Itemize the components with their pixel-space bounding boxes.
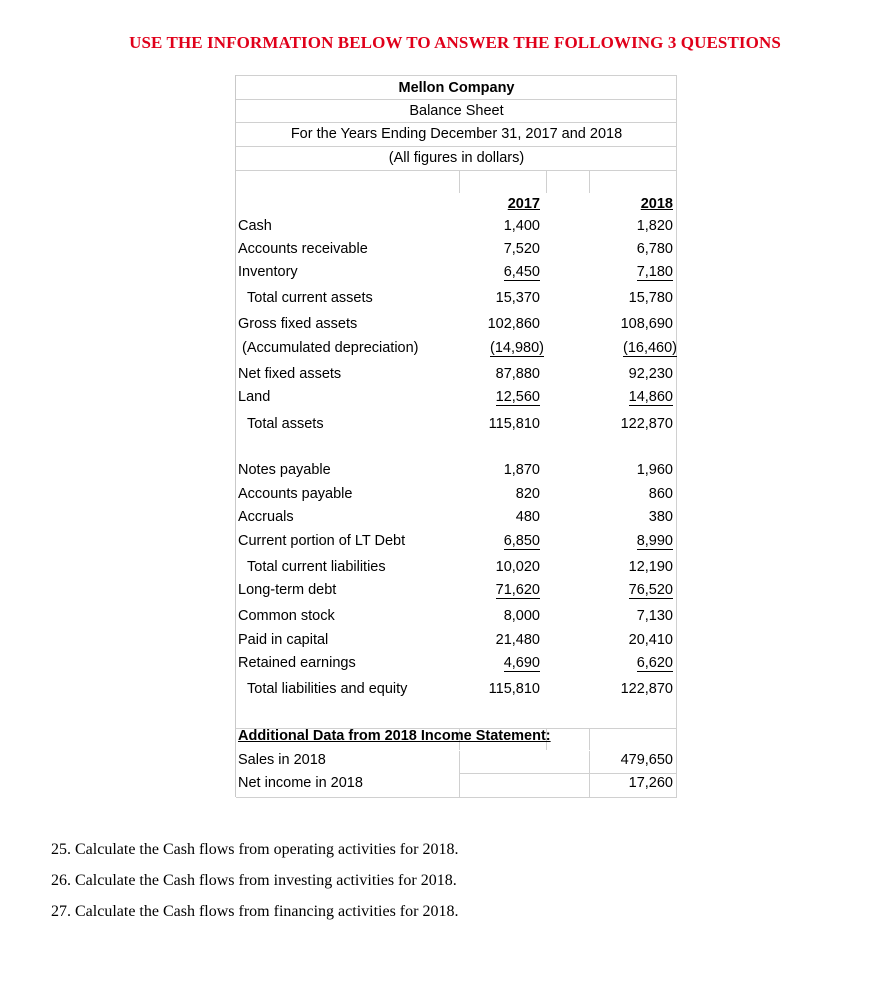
asset-row-total-current-assets (236, 290, 677, 312)
asset-row-cash (236, 218, 677, 240)
grid-line (236, 146, 677, 147)
asset-row-accumulated-depreciation (236, 340, 677, 362)
row-label: Retained earnings (238, 655, 356, 671)
row-label: Paid in capital (238, 632, 329, 648)
row-label: Total current assets (247, 290, 373, 306)
value-2017: 6,850 (503, 533, 540, 549)
row-label: Gross fixed assets (238, 316, 358, 332)
value-2018: 6,620 (636, 655, 673, 671)
value-2017: 8,000 (503, 608, 540, 624)
value-2018: 15,780 (628, 290, 673, 306)
equity-row-retained-earnings (236, 655, 677, 677)
row-label: Long-term debt (238, 582, 337, 598)
instructions-heading: USE THE INFORMATION BELOW TO ANSWER THE FOLLOWING 3 QUESTIONS (129, 33, 781, 52)
value-2018: 8,990 (636, 533, 673, 549)
grid-line (236, 99, 677, 100)
liability-row-long-term-debt (236, 582, 677, 604)
asset-row-inventory (236, 264, 677, 286)
liability-row-current-portion-lt-debt (236, 533, 677, 555)
value-2018: 122,870 (620, 416, 673, 432)
value-2017: 71,620 (495, 582, 540, 598)
liability-row-total-current-liabilities (236, 559, 677, 581)
units-line: (All figures in dollars) (388, 150, 525, 166)
value-2017: 1,400 (503, 218, 540, 234)
additional-row-sales (236, 752, 677, 774)
grid-line (236, 122, 677, 123)
value-2017: 4,690 (503, 655, 540, 671)
grid-line (236, 75, 677, 76)
row-label: Sales in 2018 (238, 752, 326, 768)
question-list (51, 838, 458, 931)
value-2017: (14,980) (489, 340, 544, 356)
additional-data-header: Additional Data from 2018 Income Statement: (238, 728, 551, 744)
grid-line (459, 170, 460, 193)
row-label: Total assets (247, 416, 324, 432)
value-2017: 102,860 (487, 316, 540, 332)
row-label: Accounts receivable (238, 241, 368, 257)
row-label: Net fixed assets (238, 366, 342, 382)
value-2018: 7,180 (636, 264, 673, 280)
value-2018: 1,820 (636, 218, 673, 234)
row-total-liabilities-and-equity (236, 681, 677, 703)
value-2017: 480 (515, 509, 540, 525)
value-2017: 7,520 (503, 241, 540, 257)
question-27: 27. Calculate the Cash flows from financing activities for 2018. (51, 903, 459, 920)
equity-row-paid-in-capital (236, 632, 677, 654)
value-2018: 20,410 (628, 632, 673, 648)
value-2017: 6,450 (503, 264, 540, 280)
grid-line (546, 170, 547, 193)
row-label: Accruals (238, 509, 294, 525)
company-name: Mellon Company (398, 80, 515, 96)
statement-title: Balance Sheet (409, 103, 504, 119)
value-2017: 87,880 (495, 366, 540, 382)
value-2018: 1,960 (636, 462, 673, 478)
row-label: Inventory (238, 264, 298, 280)
row-label: Total liabilities and equity (247, 681, 408, 697)
asset-row-land (236, 389, 677, 411)
value-2018: 12,190 (628, 559, 673, 575)
row-label: Land (238, 389, 271, 405)
question-25: 25. Calculate the Cash flows from operating activities for 2018. (51, 841, 459, 858)
additional-data-header-row (236, 728, 677, 750)
value-2018: (16,460) (622, 340, 677, 356)
row-label: Notes payable (238, 462, 331, 478)
row-label: Current portion of LT Debt (238, 533, 406, 549)
liability-row-notes-payable (236, 462, 677, 484)
value-2018: 17,260 (628, 775, 673, 791)
value-2017: 1,870 (503, 462, 540, 478)
additional-row-net-income (236, 775, 677, 797)
balance-sheet (235, 75, 677, 797)
value-2018: 76,520 (628, 582, 673, 598)
row-label: Total current liabilities (247, 559, 386, 575)
value-2018: 108,690 (620, 316, 673, 332)
row-label: (Accumulated depreciation) (242, 340, 419, 356)
question-26: 26. Calculate the Cash flows from investing activities for 2018. (51, 872, 457, 889)
value-2017: 15,370 (495, 290, 540, 306)
equity-row-common-stock (236, 608, 677, 630)
value-2017: 21,480 (495, 632, 540, 648)
value-2017: 115,810 (488, 416, 540, 432)
asset-row-gross-fixed-assets (236, 316, 677, 338)
value-2018: 479,650 (620, 752, 673, 768)
value-2017: 10,020 (495, 559, 540, 575)
value-2018: 860 (648, 486, 673, 502)
year-2018-header: 2018 (640, 196, 673, 212)
row-label: Common stock (238, 608, 335, 624)
row-label: Net income in 2018 (238, 775, 363, 791)
value-2017: 115,810 (488, 681, 540, 697)
asset-row-net-fixed-assets (236, 366, 677, 388)
row-label: Accounts payable (238, 486, 353, 502)
liability-row-accounts-payable (236, 486, 677, 508)
value-2018: 14,860 (628, 389, 673, 405)
grid-line (236, 170, 677, 171)
row-label: Cash (238, 218, 272, 234)
value-2017: 12,560 (495, 389, 540, 405)
value-2017: 820 (515, 486, 540, 502)
asset-row-total-assets (236, 416, 677, 438)
asset-row-accounts-receivable (236, 241, 677, 263)
year-2017-header: 2017 (507, 196, 540, 212)
grid-line (589, 170, 590, 193)
liability-row-accruals (236, 509, 677, 531)
period-line: For the Years Ending December 31, 2017 and 2018 (290, 126, 623, 142)
value-2018: 380 (648, 509, 673, 525)
grid-line (236, 797, 677, 798)
value-2018: 7,130 (636, 608, 673, 624)
value-2018: 6,780 (636, 241, 673, 257)
value-2018: 122,870 (620, 681, 673, 697)
value-2018: 92,230 (628, 366, 673, 382)
year-header-row (236, 196, 677, 218)
